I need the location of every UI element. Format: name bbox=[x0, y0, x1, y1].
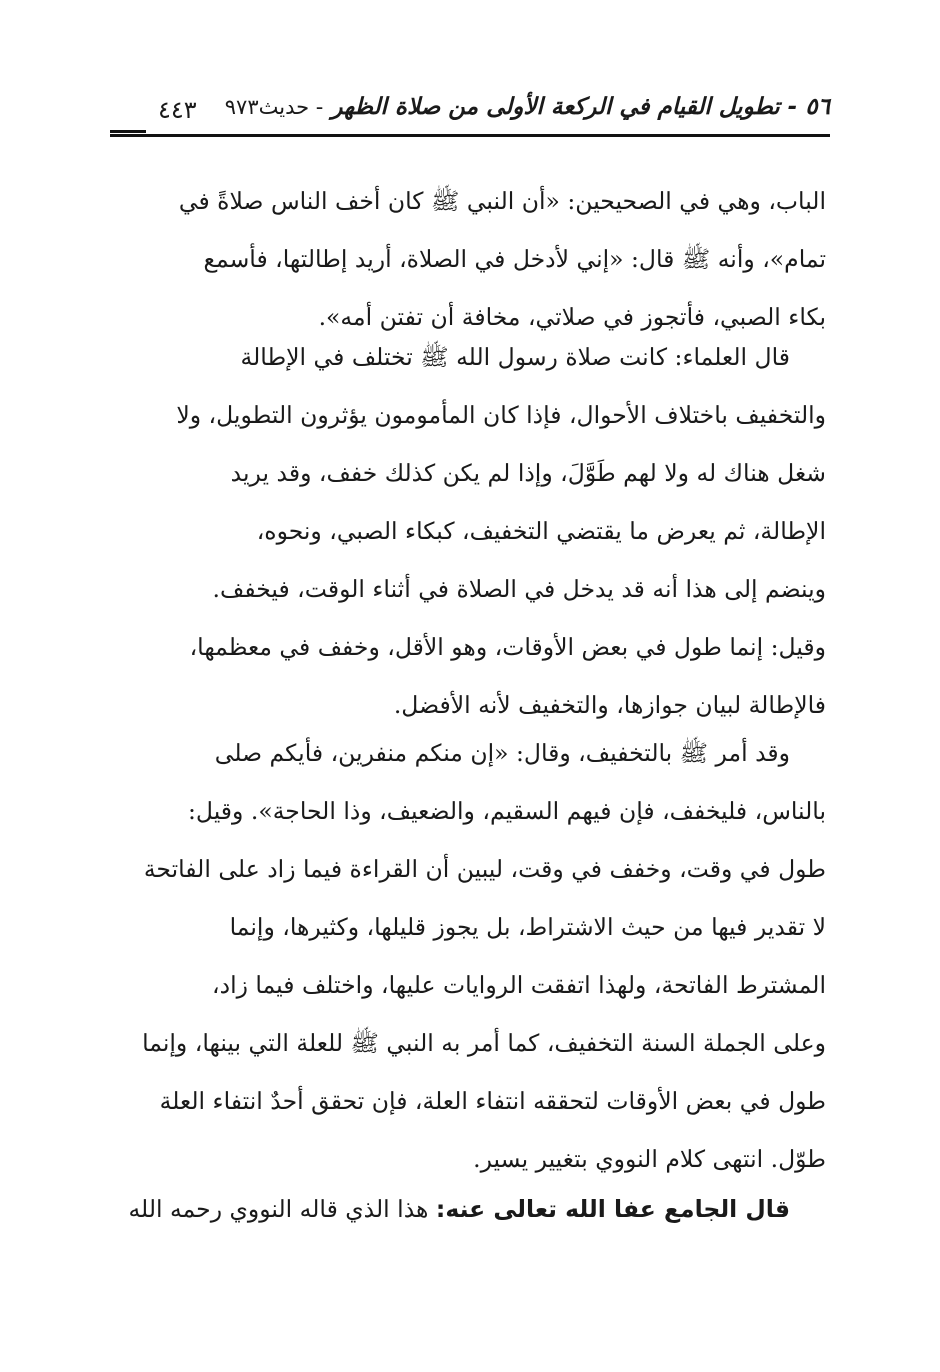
text-line: طوّل. انتهى كلام النووي بتغيير يسير. bbox=[473, 1145, 826, 1173]
text-line: قال العلماء: كانت صلاة رسول الله ﷺ تختلف في الإطالة bbox=[240, 343, 790, 371]
page-header bbox=[110, 92, 830, 142]
paragraph-3 bbox=[118, 724, 826, 1188]
chapter-title-text: ٥٦ - تطويل القيام في الركعة الأولى من صلاة الظهر bbox=[331, 94, 830, 120]
page-number: ٤٤٣ bbox=[158, 96, 197, 124]
text-line: لا تقدير فيها من حيث الاشتراط، بل يجوز قليلها، وكثيرها، وإنما bbox=[229, 913, 826, 941]
text-line: المشترط الفاتحة، ولهذا اتفقت الروايات عليها، واختلف فيما زاد، bbox=[212, 971, 826, 999]
text-line: فالإطالة لبيان جوازها، والتخفيف لأنه الأفضل. bbox=[393, 691, 826, 719]
compiler-remark-lead: قال الجامع عفا الله تعالى عنه: bbox=[435, 1195, 790, 1223]
text-line bbox=[118, 1180, 826, 1238]
text-line: الباب، وهي في الصحيحين: «أن النبي ﷺ كان أخف الناس صلاةً في bbox=[178, 187, 826, 215]
text-line: طول في وقت، وخفف في وقت، ليبين أن القراءة فيما زاد على الفاتحة bbox=[143, 855, 826, 883]
text-line: الإطالة، ثم يعرض ما يقتضي التخفيف، كبكاء الصبي، ونحوه، bbox=[256, 517, 826, 545]
text-line: وينضم إلى هذا أنه قد يدخل في الصلاة في أثناء الوقت، فيخفف. bbox=[212, 575, 826, 603]
chapter-title bbox=[225, 94, 830, 120]
paragraph-2 bbox=[118, 328, 826, 734]
text-line: تمام»، وأنه ﷺ قال: «إني لأدخل في الصلاة، أريد إطالتها، فأسمع bbox=[203, 245, 826, 273]
header-divider-mark bbox=[110, 130, 146, 133]
text-line: وعلى الجملة السنة التخفيف، كما أمر به النبي ﷺ للعلة التي بينها، وإنما bbox=[142, 1029, 826, 1057]
compiler-remark-text: هذا الذي قاله النووي رحمه الله bbox=[128, 1195, 429, 1223]
header-divider bbox=[110, 134, 830, 137]
hadith-number: - حديث٩٧٣ bbox=[224, 95, 324, 119]
paragraph-1 bbox=[118, 172, 826, 346]
text-line: وقيل: إنما طول في بعض الأوقات، وهو الأقل، وخفف في معظمها، bbox=[189, 633, 826, 661]
text-line: بكاء الصبي، فأتجوز في صلاتي، مخافة أن تفتن أمه». bbox=[318, 303, 826, 331]
text-line: والتخفيف باختلاف الأحوال، فإذا كان المأمومون يؤثرون التطويل، ولا bbox=[176, 401, 826, 429]
text-line: وقد أمر ﷺ بالتخفيف، وقال: «إن منكم منفرين، فأيكم صلى bbox=[214, 739, 790, 767]
text-line: بالناس، فليخفف، فإن فيهم السقيم، والضعيف، وذا الحاجة». وقيل: bbox=[188, 797, 826, 825]
paragraph-4 bbox=[118, 1180, 826, 1238]
text-line: شغل هناك له ولا لهم طَوَّلَ، وإذا لم يكن كذلك خفف، وقد يريد bbox=[230, 459, 826, 487]
text-line: طول في بعض الأوقات لتحققه انتفاء العلة، فإن تحقق أحدٌ انتفاء العلة bbox=[159, 1087, 826, 1115]
